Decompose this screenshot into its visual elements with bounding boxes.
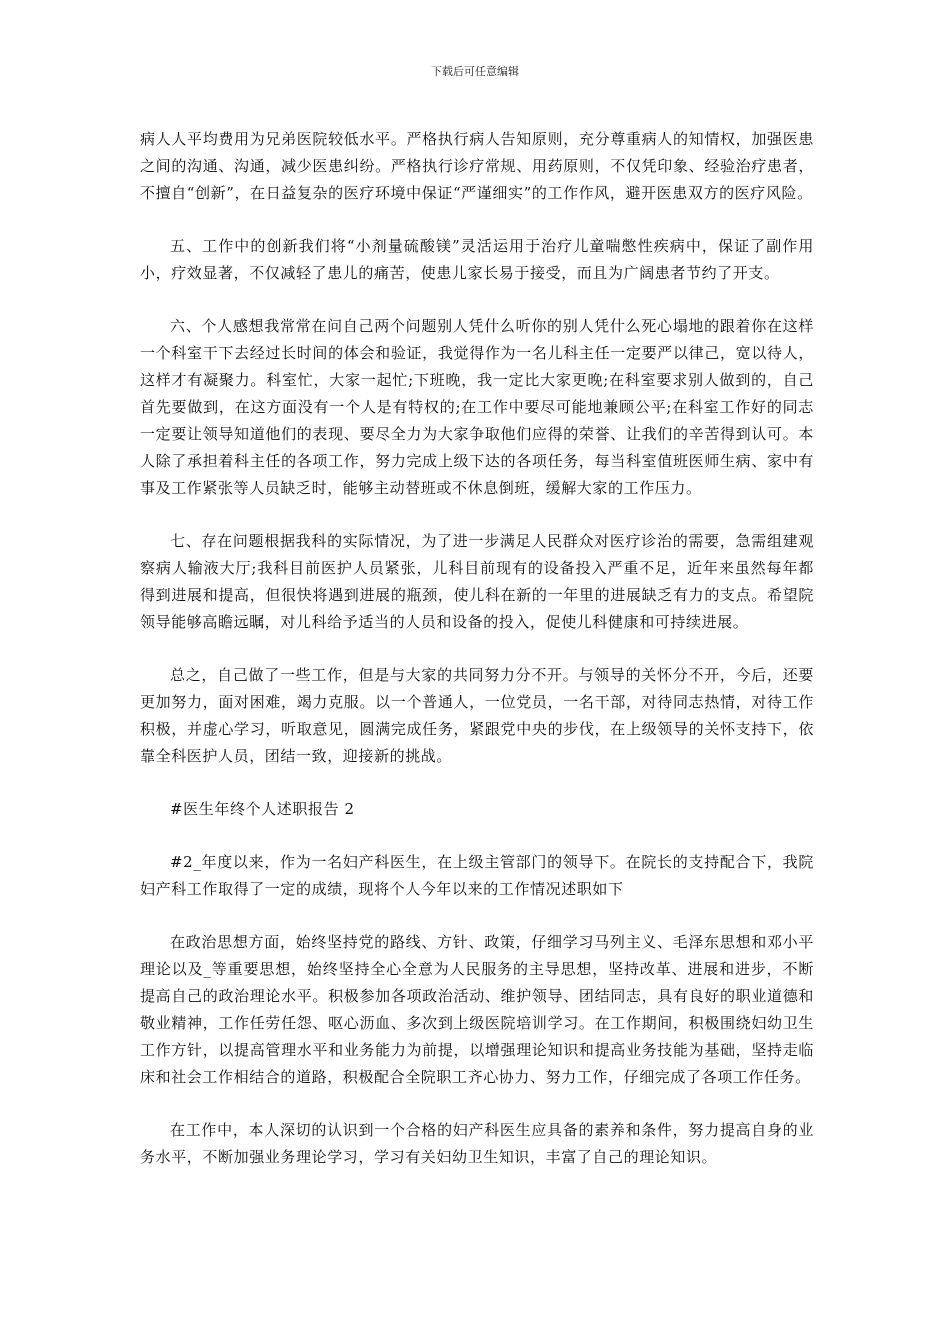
paragraph: 六、个人感想我常常在问自己两个问题别人凭什么听你的别人凭什么死心塌地的跟着你在这样一个科室干下去经过长时间的体会和验证，我觉得作为一名儿科主任一定要严以律己，宽以待人，这样才有凝聚力。科室忙，大家一起忙;下班晚，我一定比大家更晚;在科室要求别人做到的，自己首先要做到，在这方面没有一个人是有特权的;在工作中要尽可能地兼顾公平;在科室工作好的同志一定要让领导知道他们的表现、要尽全力为大家争取他们应得的荣誉、让我们的辛苦得到认可。本人除了承担着科主任的各项工作，努力完成上级下达的各项任务，每当科室值班医师生病、家中有事及工作紧张等人员缺乏时，能够主动替班或不休息倒班，缓解大家的工作压力。 — [140, 317, 814, 497]
paragraph: 七、存在问题根据我科的实际情况，为了进一步满足人民群众对医疗诊治的需要，急需组建观察病人输液大厅;我科目前医护人员紧张，儿科目前现有的设备投入严重不足，近年来虽然每年都得到进展和提高，但很快将遇到进展的瓶颈，使儿科在新的一年里的进展缺乏有力的支点。希望院领导能够高瞻远瞩，对儿科给予适当的人员和设备的投入，促使儿科健康和可持续进展。 — [140, 532, 814, 631]
paragraph: 在政治思想方面，始终坚持党的路线、方针、政策，仔细学习马列主义、毛泽东思想和邓小平理论以及_等重要思想，始终坚持全心全意为人民服务的主导思想，坚持改革、进展和进步，不断提高自己的政治理论水平。积极参加各项政治活动、维护领导、团结同志，具有良好的职业道德和敬业精神，工作任劳任怨、呕心沥血、多次到上级医院培训学习。在工作期间，积极围绕妇幼卫生工作方针，以提高管理水平和业务能力为前提，以增强理论知识和提高业务技能为基础，坚持走临床和社会工作相结合的道路，积极配合全院职工齐心协力、努力工作，仔细完成了各项工作任务。 — [140, 933, 814, 1086]
paragraph: 在工作中，本人深切的认识到一个合格的妇产科医生应具备的素养和条件，努力提高自身的业务水平，不断加强业务理论学习，学习有关妇幼卫生知识，丰富了自己的理论知识。 — [140, 1121, 814, 1166]
paragraph: 病人人平均费用为兄弟医院较低水平。严格执行病人告知原则，充分尊重病人的知情权，加强医患之间的沟通、沟通，减少医患纠纷。严格执行诊疗常规、用药原则，不仅凭印象、经验治疗患者，不擅自“创新”，在日益复杂的医疗环境中保证“严谨细实”的工作作风，避开医患双方的医疗风险。 — [140, 130, 814, 202]
paragraph: #2_年度以来，作为一名妇产科医生，在上级主管部门的领导下。在院长的支持配合下，我院妇产科工作取得了一定的成绩，现将个人今年以来的工作情况述职如下 — [140, 853, 814, 898]
paragraph: 总之，自己做了一些工作，但是与大家的共同努力分不开。与领导的关怀分不开，今后，还要更加努力，面对困难，竭力克服。以一个普通人，一位党员，一名干部，对待同志热情，对待工作积极，并虚心学习，听取意见，圆满完成任务，紧跟党中央的步伐，在上级领导的关怀支持下，依靠全科医护人员，团结一致，迎接新的挑战。 — [140, 666, 814, 765]
document-body — [140, 126, 814, 1197]
section-heading: #医生年终个人述职报告 2 — [170, 800, 355, 818]
paragraph: 五、工作中的创新我们将“小剂量硫酸镁”灵活运用于治疗儿童喘憋性疾病中，保证了副作用小，疗效显著，不仅减轻了患儿的痛苦，使患儿家长易于接受，而且为广阔患者节约了开支。 — [140, 237, 814, 282]
page-header: 下载后可任意编辑 — [431, 65, 519, 78]
